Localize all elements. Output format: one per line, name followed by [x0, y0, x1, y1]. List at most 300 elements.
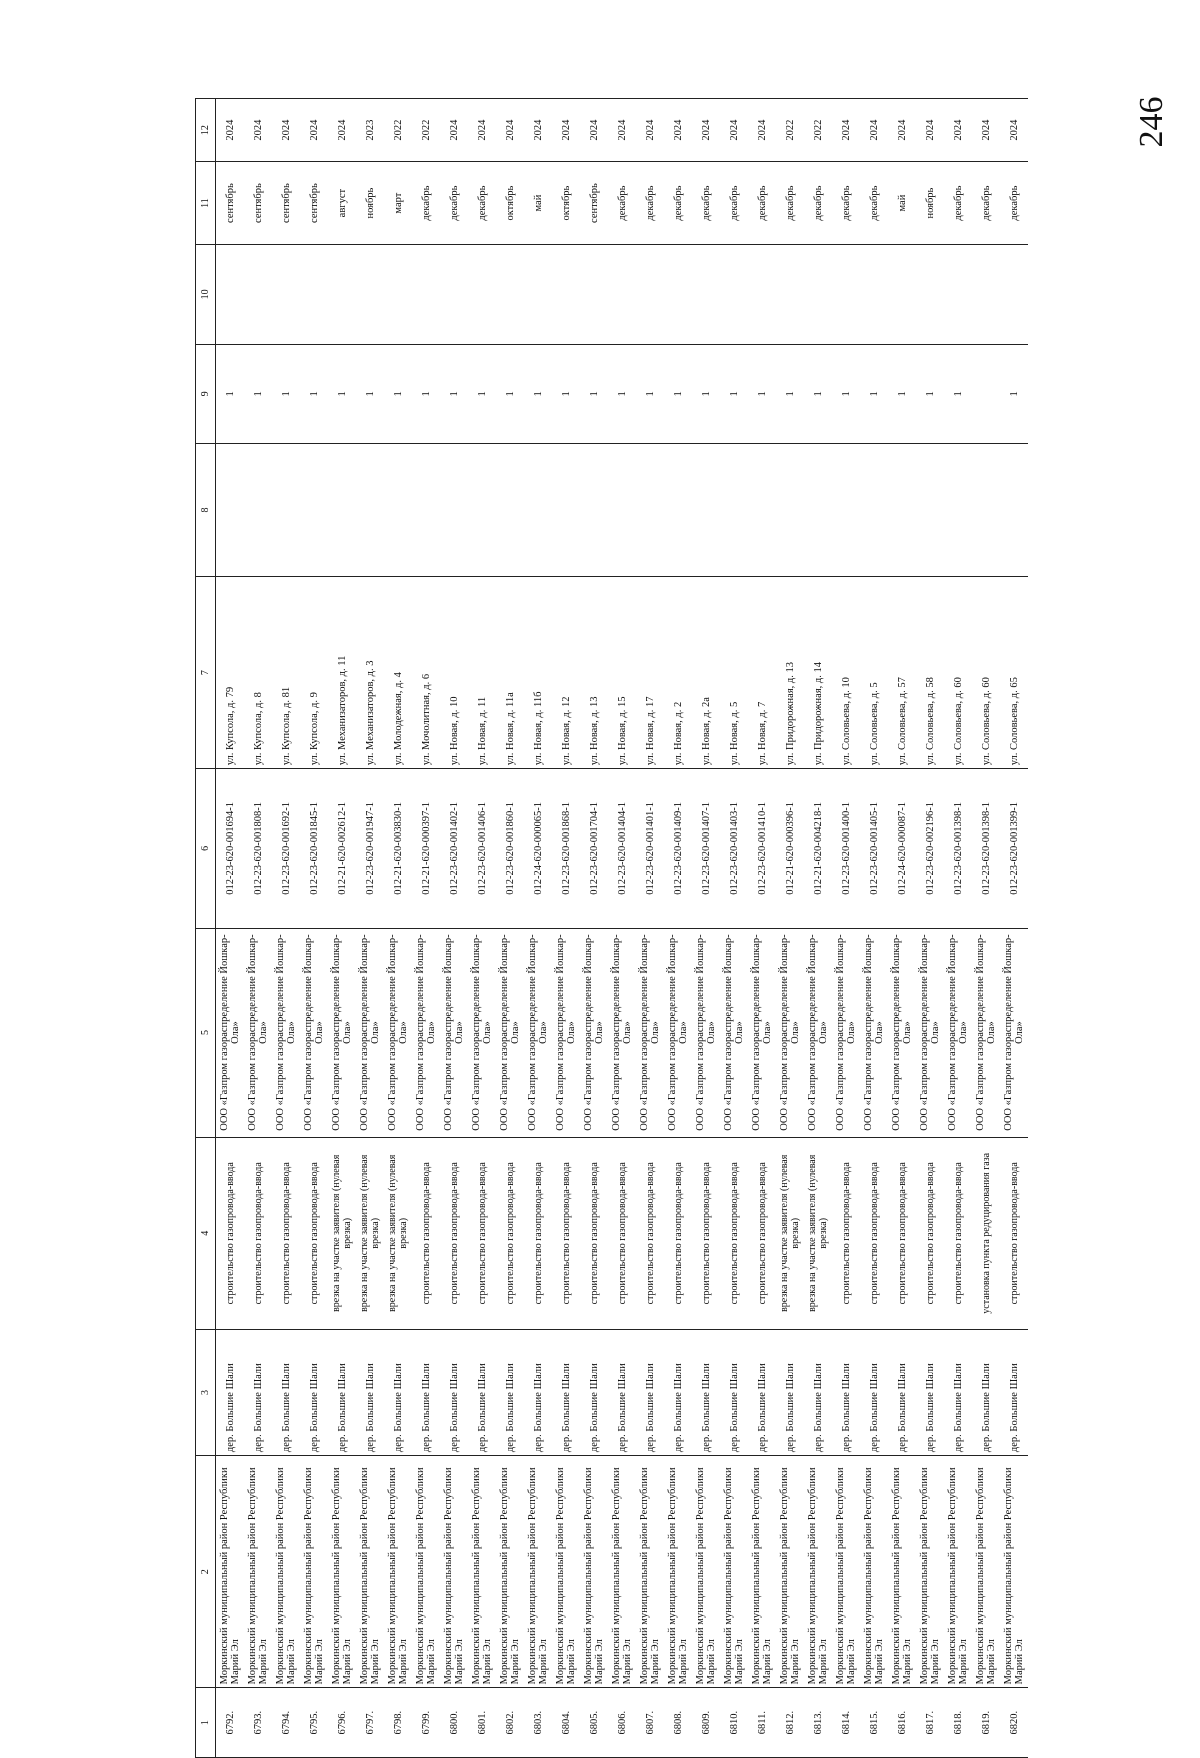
- table-row: [888, 99, 916, 1758]
- table-row: [524, 99, 552, 1758]
- table-cell-col-1: 6803.: [524, 1688, 552, 1758]
- table-cell-col-11: декабрь: [440, 162, 468, 245]
- table-cell-col-8: [440, 444, 468, 577]
- table-cell-col-7: ул. Мочолитная, д. 6: [412, 576, 440, 768]
- table-cell-col-10: [412, 245, 440, 345]
- table-cell-col-7: ул. Молодежная, д. 4: [384, 576, 412, 768]
- table-cell-col-12: 2022: [384, 99, 412, 162]
- table-cell-col-9: 1: [496, 344, 524, 444]
- table-cell-col-6: 012-23-620-001845-1: [300, 769, 328, 928]
- table-cell-col-7: ул. Новая, д. 2а: [692, 576, 720, 768]
- page-number: 246: [1133, 96, 1170, 148]
- table-cell-col-4: строительство газопровода-ввода: [272, 1137, 300, 1329]
- column-header-11: 11: [196, 162, 216, 245]
- table-cell-col-12: 2024: [832, 99, 860, 162]
- table-cell-col-9: 1: [636, 344, 664, 444]
- table-cell-col-2: Моркинский муниципальный район Республики Марий Эл: [524, 1456, 552, 1688]
- table-cell-col-11: август: [328, 162, 356, 245]
- table-cell-col-10: [804, 245, 832, 345]
- table-cell-col-5: ООО «Газпром газораспределение Йошкар-Ола»: [524, 928, 552, 1137]
- table-cell-col-10: [636, 245, 664, 345]
- table-cell-col-8: [272, 444, 300, 577]
- table-cell-col-5: ООО «Газпром газораспределение Йошкар-Ола»: [356, 928, 384, 1137]
- table-cell-col-5: ООО «Газпром газораспределение Йошкар-Ола»: [580, 928, 608, 1137]
- table-cell-col-1: 6804.: [552, 1688, 580, 1758]
- table-cell-col-4: строительство газопровода-ввода: [692, 1137, 720, 1329]
- table-cell-col-11: декабрь: [944, 162, 972, 245]
- table-cell-col-8: [608, 444, 636, 577]
- table-cell-col-9: 1: [440, 344, 468, 444]
- table-cell-col-12: 2024: [468, 99, 496, 162]
- table-cell-col-12: 2024: [244, 99, 272, 162]
- table-cell-col-1: 6793.: [244, 1688, 272, 1758]
- table-cell-col-9: 1: [328, 344, 356, 444]
- table-cell-col-5: ООО «Газпром газораспределение Йошкар-Ола»: [888, 928, 916, 1137]
- table-cell-col-9: 1: [244, 344, 272, 444]
- table-cell-col-8: [1000, 444, 1028, 577]
- table-cell-col-9: 1: [468, 344, 496, 444]
- table-cell-col-2: Моркинский муниципальный район Республики Марий Эл: [328, 1456, 356, 1688]
- table-cell-col-4: строительство газопровода-ввода: [300, 1137, 328, 1329]
- table-cell-col-3: дер. Большие Шали: [804, 1330, 832, 1456]
- table-cell-col-12: 2024: [720, 99, 748, 162]
- table-row: [916, 99, 944, 1758]
- table-cell-col-8: [300, 444, 328, 577]
- table-cell-col-12: 2022: [804, 99, 832, 162]
- table-cell-col-10: [888, 245, 916, 345]
- table-cell-col-8: [692, 444, 720, 577]
- table-cell-col-6: 012-23-620-001410-1: [748, 769, 776, 928]
- table-cell-col-11: декабрь: [720, 162, 748, 245]
- column-header-8: 8: [196, 444, 216, 577]
- table-cell-col-10: [496, 245, 524, 345]
- table-cell-col-7: ул. Соловьева, д. 58: [916, 576, 944, 768]
- table-cell-col-8: [776, 444, 804, 577]
- table-cell-col-12: 2023: [356, 99, 384, 162]
- table-cell-col-2: Моркинский муниципальный район Республики Марий Эл: [1000, 1456, 1028, 1688]
- table-cell-col-11: декабрь: [664, 162, 692, 245]
- table-cell-col-5: ООО «Газпром газораспределение Йошкар-Ола»: [412, 928, 440, 1137]
- table-cell-col-9: 1: [664, 344, 692, 444]
- table-cell-col-4: строительство газопровода-ввода: [832, 1137, 860, 1329]
- table-cell-col-9: 1: [748, 344, 776, 444]
- table-cell-col-11: декабрь: [468, 162, 496, 245]
- table-cell-col-4: строительство газопровода-ввода: [244, 1137, 272, 1329]
- column-header-6: 6: [196, 769, 216, 928]
- table-cell-col-9: 1: [608, 344, 636, 444]
- table-cell-col-8: [664, 444, 692, 577]
- table-cell-col-2: Моркинский муниципальный район Республики Марий Эл: [636, 1456, 664, 1688]
- column-header-10: 10: [196, 245, 216, 345]
- table-cell-col-3: дер. Большие Шали: [692, 1330, 720, 1456]
- table-cell-col-4: строительство газопровода-ввода: [664, 1137, 692, 1329]
- table-cell-col-12: 2024: [916, 99, 944, 162]
- table-cell-col-11: декабрь: [776, 162, 804, 245]
- table-cell-col-3: дер. Большие Шали: [468, 1330, 496, 1456]
- table-cell-col-11: сентябрь: [580, 162, 608, 245]
- table-cell-col-5: ООО «Газпром газораспределение Йошкар-Ола»: [832, 928, 860, 1137]
- table-body: [216, 99, 1029, 1758]
- table-cell-col-8: [804, 444, 832, 577]
- table-cell-col-9: 1: [692, 344, 720, 444]
- table-cell-col-1: 6806.: [608, 1688, 636, 1758]
- table-cell-col-2: Моркинский муниципальный район Республики Марий Эл: [552, 1456, 580, 1688]
- table-cell-col-12: 2024: [328, 99, 356, 162]
- table-cell-col-8: [748, 444, 776, 577]
- table-cell-col-6: 012-23-620-001860-1: [496, 769, 524, 928]
- table-cell-col-7: ул. Купсола, д. 81: [272, 576, 300, 768]
- table-cell-col-2: Моркинский муниципальный район Республики Марий Эл: [972, 1456, 1000, 1688]
- table-cell-col-12: 2024: [972, 99, 1000, 162]
- table-cell-col-10: [860, 245, 888, 345]
- table-cell-col-10: [244, 245, 272, 345]
- table-cell-col-9: 1: [916, 344, 944, 444]
- table-cell-col-10: [384, 245, 412, 345]
- table-cell-col-10: [832, 245, 860, 345]
- table-cell-col-2: Моркинский муниципальный район Республики Марий Эл: [720, 1456, 748, 1688]
- table-cell-col-11: декабрь: [692, 162, 720, 245]
- column-header-5: 5: [196, 928, 216, 1137]
- table-cell-col-2: Моркинский муниципальный район Республики Марий Эл: [692, 1456, 720, 1688]
- column-header-2: 2: [196, 1456, 216, 1688]
- table-cell-col-7: ул. Новая, д. 12: [552, 576, 580, 768]
- table-cell-col-2: Моркинский муниципальный район Республики Марий Эл: [412, 1456, 440, 1688]
- table-cell-col-10: [664, 245, 692, 345]
- table-row: [552, 99, 580, 1758]
- table-cell-col-12: 2024: [300, 99, 328, 162]
- table-cell-col-9: 1: [580, 344, 608, 444]
- table-cell-col-10: [580, 245, 608, 345]
- table-cell-col-7: ул. Новая, д. 7: [748, 576, 776, 768]
- table-cell-col-12: 2024: [748, 99, 776, 162]
- table-cell-col-7: ул. Новая, д. 11а: [496, 576, 524, 768]
- table-cell-col-1: 6796.: [328, 1688, 356, 1758]
- table-cell-col-11: май: [524, 162, 552, 245]
- table-cell-col-10: [692, 245, 720, 345]
- table-row: [944, 99, 972, 1758]
- table-cell-col-6: 012-24-620-000065-1: [524, 769, 552, 928]
- table-cell-col-1: 6817.: [916, 1688, 944, 1758]
- table-cell-col-8: [580, 444, 608, 577]
- table-cell-col-8: [720, 444, 748, 577]
- table-cell-col-7: ул. Купсола, д. 79: [216, 576, 245, 768]
- table-cell-col-11: декабрь: [860, 162, 888, 245]
- table-cell-col-6: 012-23-620-001404-1: [608, 769, 636, 928]
- gasification-table: [195, 98, 1028, 1758]
- column-header-7: 7: [196, 576, 216, 768]
- table-cell-col-10: [1000, 245, 1028, 345]
- table-cell-col-4: врезка на участке заявителя (нулевая врезка): [328, 1137, 356, 1329]
- table-cell-col-3: дер. Большие Шали: [916, 1330, 944, 1456]
- table-cell-col-8: [916, 444, 944, 577]
- table-cell-col-1: 6810.: [720, 1688, 748, 1758]
- table-cell-col-5: ООО «Газпром газораспределение Йошкар-Ола»: [972, 928, 1000, 1137]
- table-cell-col-11: декабрь: [1000, 162, 1028, 245]
- column-header-9: 9: [196, 344, 216, 444]
- table-cell-col-2: Моркинский муниципальный район Республики Марий Эл: [916, 1456, 944, 1688]
- table-cell-col-4: строительство газопровода-ввода: [552, 1137, 580, 1329]
- table-cell-col-1: 6816.: [888, 1688, 916, 1758]
- table-cell-col-6: 012-21-620-000397-1: [412, 769, 440, 928]
- table-cell-col-4: строительство газопровода-ввода: [720, 1137, 748, 1329]
- table-cell-col-8: [944, 444, 972, 577]
- table-cell-col-2: Моркинский муниципальный район Республики Марий Эл: [580, 1456, 608, 1688]
- table-cell-col-6: 012-21-620-003830-1: [384, 769, 412, 928]
- table-cell-col-2: Моркинский муниципальный район Республики Марий Эл: [664, 1456, 692, 1688]
- table-cell-col-6: 012-23-620-001409-1: [664, 769, 692, 928]
- table-row: [664, 99, 692, 1758]
- table-cell-col-2: Моркинский муниципальный район Республики Марий Эл: [832, 1456, 860, 1688]
- table-cell-col-10: [216, 245, 245, 345]
- table-cell-col-9: 1: [300, 344, 328, 444]
- table-cell-col-8: [636, 444, 664, 577]
- column-header-4: 4: [196, 1137, 216, 1329]
- table-cell-col-6: 012-23-620-001402-1: [440, 769, 468, 928]
- table-cell-col-12: 2024: [524, 99, 552, 162]
- table-cell-col-1: 6802.: [496, 1688, 524, 1758]
- table-cell-col-9: 1: [776, 344, 804, 444]
- table-cell-col-4: строительство газопровода-ввода: [468, 1137, 496, 1329]
- table-cell-col-6: 012-23-620-001692-1: [272, 769, 300, 928]
- table-cell-col-1: 6808.: [664, 1688, 692, 1758]
- table-cell-col-3: дер. Большие Шали: [860, 1330, 888, 1456]
- table-cell-col-4: строительство газопровода-ввода: [496, 1137, 524, 1329]
- table-cell-col-5: ООО «Газпром газораспределение Йошкар-Ола»: [636, 928, 664, 1137]
- table-cell-col-7: ул. Соловьева, д. 65: [1000, 576, 1028, 768]
- table-cell-col-12: 2024: [440, 99, 468, 162]
- table-row: [972, 99, 1000, 1758]
- table-row: [272, 99, 300, 1758]
- table-cell-col-6: 012-23-620-001808-1: [244, 769, 272, 928]
- table-row: [776, 99, 804, 1758]
- table-cell-col-7: ул. Придорожная, д. 13: [776, 576, 804, 768]
- table-cell-col-7: ул. Придорожная, д. 14: [804, 576, 832, 768]
- table-cell-col-4: строительство газопровода-ввода: [412, 1137, 440, 1329]
- table-cell-col-2: Моркинский муниципальный район Республики Марий Эл: [608, 1456, 636, 1688]
- table-cell-col-2: Моркинский муниципальный район Республики Марий Эл: [356, 1456, 384, 1688]
- table-cell-col-4: строительство газопровода-ввода: [216, 1137, 245, 1329]
- table-cell-col-3: дер. Большие Шали: [636, 1330, 664, 1456]
- table-cell-col-12: 2024: [272, 99, 300, 162]
- table-cell-col-3: дер. Большие Шали: [748, 1330, 776, 1456]
- table-cell-col-4: строительство газопровода-ввода: [580, 1137, 608, 1329]
- table-row: [1000, 99, 1028, 1758]
- table-cell-col-1: 6819.: [972, 1688, 1000, 1758]
- table-cell-col-3: дер. Большие Шали: [832, 1330, 860, 1456]
- table-cell-col-5: ООО «Газпром газораспределение Йошкар-Ола»: [384, 928, 412, 1137]
- table-cell-col-6: 012-23-620-001406-1: [468, 769, 496, 928]
- table-cell-col-1: 6805.: [580, 1688, 608, 1758]
- table-cell-col-12: 2024: [216, 99, 245, 162]
- table-cell-col-1: 6792.: [216, 1688, 245, 1758]
- table-cell-col-2: Моркинский муниципальный район Республики Марий Эл: [888, 1456, 916, 1688]
- table-cell-col-6: 012-21-620-004218-1: [804, 769, 832, 928]
- table-cell-col-6: 012-23-620-001868-1: [552, 769, 580, 928]
- table-cell-col-2: Моркинский муниципальный район Республики Марий Эл: [468, 1456, 496, 1688]
- table-cell-col-3: дер. Большие Шали: [664, 1330, 692, 1456]
- table-cell-col-6: 012-23-620-001399-1: [1000, 769, 1028, 928]
- table-cell-col-10: [944, 245, 972, 345]
- table-row: [384, 99, 412, 1758]
- table-cell-col-5: ООО «Газпром газораспределение Йошкар-Ола»: [916, 928, 944, 1137]
- table-cell-col-11: октябрь: [496, 162, 524, 245]
- table-cell-col-9: 1: [944, 344, 972, 444]
- table-cell-col-1: 6815.: [860, 1688, 888, 1758]
- table-cell-col-7: ул. Соловьева, д. 60: [944, 576, 972, 768]
- table-cell-col-5: ООО «Газпром газораспределение Йошкар-Ола»: [720, 928, 748, 1137]
- table-cell-col-9: 1: [272, 344, 300, 444]
- table-cell-col-2: Моркинский муниципальный район Республики Марий Эл: [944, 1456, 972, 1688]
- table-cell-col-11: май: [888, 162, 916, 245]
- table-cell-col-9: 1: [356, 344, 384, 444]
- table-cell-col-6: 012-23-620-001403-1: [720, 769, 748, 928]
- table-cell-col-11: ноябрь: [916, 162, 944, 245]
- table-cell-col-10: [748, 245, 776, 345]
- table-cell-col-5: ООО «Газпром газораспределение Йошкар-Ола»: [748, 928, 776, 1137]
- table-cell-col-12: 2024: [664, 99, 692, 162]
- table-cell-col-11: декабрь: [832, 162, 860, 245]
- table-cell-col-1: 6814.: [832, 1688, 860, 1758]
- table-cell-col-1: 6797.: [356, 1688, 384, 1758]
- table-row: [636, 99, 664, 1758]
- table-cell-col-9: 1: [412, 344, 440, 444]
- table-cell-col-2: Моркинский муниципальный район Республики Марий Эл: [776, 1456, 804, 1688]
- table-cell-col-3: дер. Большие Шали: [356, 1330, 384, 1456]
- table-row: [608, 99, 636, 1758]
- table-cell-col-6: 012-23-620-001398-1: [944, 769, 972, 928]
- table-cell-col-6: 012-23-620-001405-1: [860, 769, 888, 928]
- table-cell-col-7: ул. Новая, д. 17: [636, 576, 664, 768]
- table-cell-col-3: дер. Большие Шали: [944, 1330, 972, 1456]
- table-cell-col-12: 2024: [888, 99, 916, 162]
- table-row: [244, 99, 272, 1758]
- table-cell-col-10: [524, 245, 552, 345]
- table-cell-col-11: сентябрь: [244, 162, 272, 245]
- table-cell-col-6: 012-23-620-001400-1: [832, 769, 860, 928]
- table-cell-col-8: [356, 444, 384, 577]
- table-cell-col-3: дер. Большие Шали: [440, 1330, 468, 1456]
- table-cell-col-5: ООО «Газпром газораспределение Йошкар-Ола»: [804, 928, 832, 1137]
- table-row: [216, 99, 245, 1758]
- table-cell-col-7: ул. Соловьева, д. 57: [888, 576, 916, 768]
- table-cell-col-3: дер. Большие Шали: [300, 1330, 328, 1456]
- table-row: [580, 99, 608, 1758]
- table-cell-col-4: строительство газопровода-ввода: [888, 1137, 916, 1329]
- table-cell-col-5: ООО «Газпром газораспределение Йошкар-Ола»: [608, 928, 636, 1137]
- table-cell-col-12: 2024: [580, 99, 608, 162]
- table-cell-col-12: 2024: [860, 99, 888, 162]
- column-number-row: [196, 99, 216, 1758]
- table-cell-col-8: [860, 444, 888, 577]
- table-cell-col-5: ООО «Газпром газораспределение Йошкар-Ола»: [552, 928, 580, 1137]
- table-cell-col-3: дер. Большие Шали: [888, 1330, 916, 1456]
- table-cell-col-10: [328, 245, 356, 345]
- table-cell-col-7: ул. Новая, д. 2: [664, 576, 692, 768]
- table-cell-col-6: 012-23-620-001694-1: [216, 769, 245, 928]
- table-cell-col-2: Моркинский муниципальный район Республики Марий Эл: [496, 1456, 524, 1688]
- table-cell-col-12: 2024: [608, 99, 636, 162]
- table-cell-col-10: [916, 245, 944, 345]
- table-cell-col-3: дер. Большие Шали: [776, 1330, 804, 1456]
- table-cell-col-7: ул. Новая, д. 15: [608, 576, 636, 768]
- table-cell-col-3: дер. Большие Шали: [608, 1330, 636, 1456]
- table-cell-col-9: [972, 344, 1000, 444]
- table-row: [860, 99, 888, 1758]
- table-cell-col-7: ул. Купсола, д. 8: [244, 576, 272, 768]
- table-cell-col-1: 6820.: [1000, 1688, 1028, 1758]
- table-cell-col-6: 012-23-620-001947-1: [356, 769, 384, 928]
- table-cell-col-7: ул. Новая, д. 13: [580, 576, 608, 768]
- table-cell-col-3: дер. Большие Шали: [720, 1330, 748, 1456]
- table-cell-col-8: [468, 444, 496, 577]
- table-cell-col-9: 1: [524, 344, 552, 444]
- table-cell-col-3: дер. Большие Шали: [384, 1330, 412, 1456]
- table-row: [720, 99, 748, 1758]
- table-cell-col-11: декабрь: [608, 162, 636, 245]
- table-cell-col-8: [496, 444, 524, 577]
- table-cell-col-3: дер. Большие Шали: [972, 1330, 1000, 1456]
- table-cell-col-6: 012-23-620-001398-1: [972, 769, 1000, 928]
- table-cell-col-4: строительство газопровода-ввода: [860, 1137, 888, 1329]
- table-cell-col-7: ул. Механизаторов, д. 11: [328, 576, 356, 768]
- table-cell-col-4: врезка на участке заявителя (нулевая врезка): [384, 1137, 412, 1329]
- table-cell-col-8: [412, 444, 440, 577]
- table-cell-col-4: строительство газопровода-ввода: [748, 1137, 776, 1329]
- table-cell-col-4: врезка на участке заявителя (нулевая врезка): [804, 1137, 832, 1329]
- table-cell-col-8: [552, 444, 580, 577]
- table-cell-col-5: ООО «Газпром газораспределение Йошкар-Ола»: [944, 928, 972, 1137]
- table-cell-col-11: декабрь: [636, 162, 664, 245]
- table-cell-col-11: декабрь: [412, 162, 440, 245]
- table-cell-col-3: дер. Большие Шали: [580, 1330, 608, 1456]
- table-cell-col-10: [272, 245, 300, 345]
- table-cell-col-11: ноябрь: [356, 162, 384, 245]
- table-cell-col-3: дер. Большие Шали: [244, 1330, 272, 1456]
- table-cell-col-6: 012-21-620-002612-1: [328, 769, 356, 928]
- table-cell-col-8: [244, 444, 272, 577]
- table-cell-col-9: 1: [804, 344, 832, 444]
- table-cell-col-6: 012-23-620-001704-1: [580, 769, 608, 928]
- rotated-table-sheet: [195, 98, 1051, 1758]
- table-cell-col-7: ул. Новая, д. 10: [440, 576, 468, 768]
- table-cell-col-10: [720, 245, 748, 345]
- table-cell-col-1: 6794.: [272, 1688, 300, 1758]
- table-cell-col-4: врезка на участке заявителя (нулевая врезка): [356, 1137, 384, 1329]
- table-cell-col-7: ул. Соловьева, д. 10: [832, 576, 860, 768]
- table-cell-col-7: ул. Новая, д. 5: [720, 576, 748, 768]
- table-cell-col-1: 6795.: [300, 1688, 328, 1758]
- table-cell-col-10: [356, 245, 384, 345]
- table-cell-col-9: 1: [384, 344, 412, 444]
- table-cell-col-1: 6801.: [468, 1688, 496, 1758]
- table-cell-col-2: Моркинский муниципальный район Республики Марий Эл: [300, 1456, 328, 1688]
- table-cell-col-7: ул. Новая, д. 11б: [524, 576, 552, 768]
- table-cell-col-8: [328, 444, 356, 577]
- table-cell-col-6: 012-24-620-000087-1: [888, 769, 916, 928]
- table-cell-col-3: дер. Большие Шали: [412, 1330, 440, 1456]
- table-cell-col-10: [440, 245, 468, 345]
- table-cell-col-2: Моркинский муниципальный район Республики Марий Эл: [384, 1456, 412, 1688]
- table-row: [328, 99, 356, 1758]
- table-cell-col-5: ООО «Газпром газораспределение Йошкар-Ола»: [776, 928, 804, 1137]
- table-cell-col-4: строительство газопровода-ввода: [1000, 1137, 1028, 1329]
- table-row: [804, 99, 832, 1758]
- table-cell-col-8: [384, 444, 412, 577]
- table-cell-col-2: Моркинский муниципальный район Республики Марий Эл: [804, 1456, 832, 1688]
- table-cell-col-10: [300, 245, 328, 345]
- table-cell-col-8: [832, 444, 860, 577]
- table-cell-col-3: дер. Большие Шали: [496, 1330, 524, 1456]
